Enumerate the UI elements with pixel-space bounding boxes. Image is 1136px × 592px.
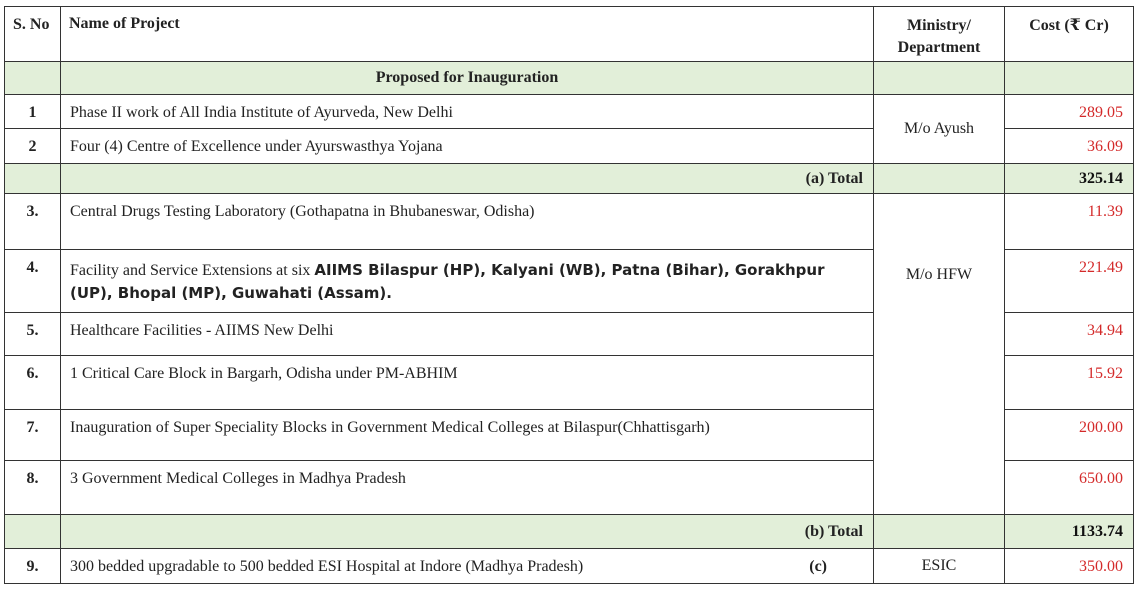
row-sno: 4. xyxy=(5,250,61,313)
row-cost: 34.94 xyxy=(1005,313,1134,356)
total-row-a xyxy=(5,164,1134,194)
table-row xyxy=(5,549,1134,584)
header-row xyxy=(5,7,1134,62)
row-name-prefix: Facility and Service Extensions at six xyxy=(70,262,315,279)
row-sno: 1 xyxy=(5,95,61,129)
row-ministry: ESIC xyxy=(874,549,1005,584)
row-cost: 350.00 xyxy=(1005,549,1134,584)
row-cost: 650.00 xyxy=(1005,461,1134,515)
total-row-b xyxy=(5,515,1134,549)
row-sno: 2 xyxy=(5,129,61,164)
row-sno: 5. xyxy=(5,313,61,356)
header-sno: S. No xyxy=(5,7,61,62)
total-label: (a) Total xyxy=(61,164,874,194)
section-title: Proposed for Inauguration xyxy=(61,62,874,95)
row-name: Healthcare Facilities - AIIMS New Delhi xyxy=(61,313,874,356)
row-ministry: M/o Ayush xyxy=(874,95,1005,164)
row-cost: 15.92 xyxy=(1005,356,1134,410)
row-name-bold: AIIMS Bilaspur (HP), Kalyani (WB), Patna (Bihar), Gorakhpur (UP), Bhopal (MP), Guwahati (Assam). xyxy=(70,261,825,302)
total-label: (b) Total xyxy=(61,515,874,549)
row-cost: 289.05 xyxy=(1005,95,1134,129)
row-cost: 200.00 xyxy=(1005,410,1134,461)
row-name-text: 300 bedded upgradable to 500 bedded ESI Hospital at Indore (Madhya Pradesh) xyxy=(70,558,584,575)
row-sno: 6. xyxy=(5,356,61,410)
section-title-row xyxy=(5,62,1134,95)
row-name: Four (4) Centre of Excellence under Ayurswasthya Yojana xyxy=(61,129,874,164)
row-name: 3 Government Medical Colleges in Madhya Pradesh xyxy=(61,461,874,515)
projects-table xyxy=(4,6,1134,584)
table-row xyxy=(5,95,1134,129)
header-name: Name of Project xyxy=(61,7,874,62)
row-cost: 11.39 xyxy=(1005,194,1134,250)
row-name xyxy=(61,549,874,584)
total-value: 325.14 xyxy=(1005,164,1134,194)
row-name xyxy=(61,250,874,313)
row-name: 1 Critical Care Block in Bargarh, Odisha under PM-ABHIM xyxy=(61,356,874,410)
row-name: Phase II work of All India Institute of Ayurveda, New Delhi xyxy=(61,95,874,129)
header-cost: Cost (₹ Cr) xyxy=(1005,7,1134,62)
row-sno: 7. xyxy=(5,410,61,461)
row-sno: 9. xyxy=(5,549,61,584)
table-row xyxy=(5,194,1134,250)
row-sno: 8. xyxy=(5,461,61,515)
header-ministry: Ministry/ Department xyxy=(874,7,1005,62)
row-sno: 3. xyxy=(5,194,61,250)
row-name: Inauguration of Super Speciality Blocks in Government Medical Colleges at Bilaspur(Chhattisgarh) xyxy=(61,410,874,461)
row-name: Central Drugs Testing Laboratory (Gothapatna in Bhubaneswar, Odisha) xyxy=(61,194,874,250)
row-ministry: M/o HFW xyxy=(874,194,1005,515)
row-tag: (c) xyxy=(809,558,827,575)
row-cost: 36.09 xyxy=(1005,129,1134,164)
row-cost: 221.49 xyxy=(1005,250,1134,313)
total-value: 1133.74 xyxy=(1005,515,1134,549)
